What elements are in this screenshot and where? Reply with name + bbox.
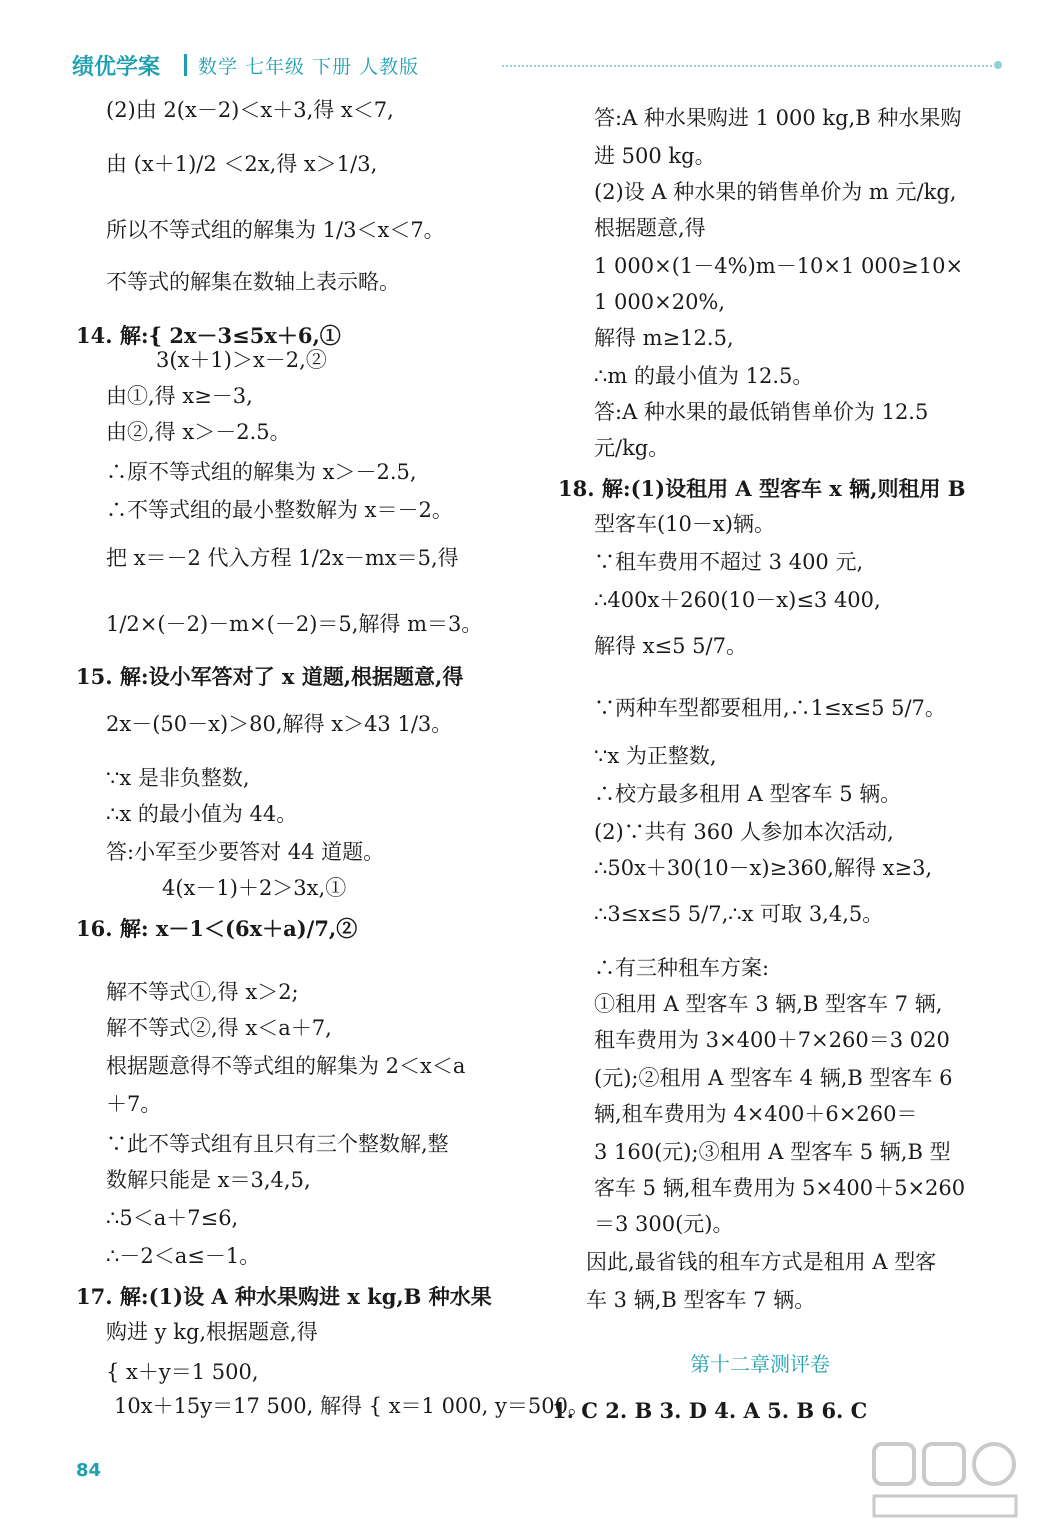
text-line: 2x－(50－x)＞80,解得 x＞43 1/3。 — [106, 712, 453, 736]
text-line: 根据题意得不等式组的解集为 2＜x＜a — [106, 1054, 466, 1078]
text-line: ∵x 为正整数, — [594, 744, 717, 768]
text-line: ＋7。 — [106, 1092, 162, 1116]
text-line: (2)∵共有 360 人参加本次活动, — [594, 820, 894, 844]
chapter-title: 第十二章测评卷 — [690, 1352, 830, 1376]
text-line: { x＋y＝1 500, — [106, 1360, 259, 1384]
answer-key: 1. C 2. B 3. D 4. A 5. B 6. C — [552, 1398, 868, 1423]
text-line: 解得 x≤5 5/7。 — [594, 634, 747, 658]
text-line: 答:小军至少要答对 44 道题。 — [106, 840, 385, 864]
page-header — [72, 50, 1002, 82]
text-line: ∴有三种租车方案: — [594, 956, 770, 980]
text-line: 所以不等式组的解集为 1/3＜x＜7。 — [106, 218, 445, 242]
subject-label: 数学 七年级 下册 人教版 — [198, 56, 420, 78]
text-line: ∵两种车型都要租用,∴1≤x≤5 5/7。 — [594, 696, 946, 720]
text-line: ∴原不等式组的解集为 x＞－2.5, — [106, 460, 417, 484]
text-line: ∴不等式组的最小整数解为 x＝－2。 — [106, 498, 453, 522]
text-line: 型客车(10－x)辆。 — [594, 512, 775, 536]
text-line: ∴3≤x≤5 5/7,∴x 可取 3,4,5。 — [594, 902, 884, 926]
header-dot-end — [994, 61, 1002, 69]
text-line: 客车 5 辆,租车费用为 5×400＋5×260 — [594, 1176, 966, 1200]
text-line: 10x＋15y＝17 500, 解得 { x＝1 000, y＝500。 — [114, 1394, 589, 1418]
problem-14: 14. 解:{ 2x－3≤5x＋6,① — [76, 323, 341, 348]
problem-17: 17. 解:(1)设 A 种水果购进 x kg,B 种水果 — [76, 1284, 492, 1309]
text-line: 元/kg。 — [594, 436, 670, 460]
text-line: 答:A 种水果的最低销售单价为 12.5 — [594, 400, 929, 424]
text-line: ∴m 的最小值为 12.5。 — [594, 364, 814, 388]
text-line: ∵租车费用不超过 3 400 元, — [594, 550, 864, 574]
text-line: 1 000×(1－4%)m－10×1 000≥10× — [594, 254, 964, 278]
text-line: 1 000×20%, — [594, 290, 726, 314]
text-line: ∵此不等式组有且只有三个整数解,整 — [106, 1132, 449, 1156]
problem-16: 16. 解: x－1＜(6x＋a)/7,② — [76, 916, 358, 941]
page-number: 84 — [76, 1460, 102, 1481]
text-line: ∴x 的最小值为 44。 — [106, 802, 298, 826]
text-line: 4(x－1)＋2＞3x,① — [162, 876, 347, 900]
text-line: 辆,租车费用为 4×400＋6×260＝ — [594, 1102, 918, 1126]
text-line: 1/2×(－2)－m×(－2)＝5,解得 m＝3。 — [106, 612, 483, 636]
text-line: ∴－2＜a≤－1。 — [106, 1244, 261, 1268]
text-line: 因此,最省钱的租车方式是租用 A 型客 — [586, 1250, 937, 1274]
text-line: (2)设 A 种水果的销售单价为 m 元/kg, — [594, 180, 957, 204]
text-line: (2)由 2(x－2)＜x＋3,得 x＜7, — [106, 98, 394, 122]
problem-15: 15. 解:设小军答对了 x 道题,根据题意,得 — [76, 664, 464, 689]
watermark-logo — [870, 1440, 1020, 1520]
text-line: ＝3 300(元)。 — [594, 1212, 734, 1236]
text-line: ①租用 A 型客车 3 辆,B 型客车 7 辆, — [594, 992, 943, 1016]
text-line: ∴校方最多租用 A 型客车 5 辆。 — [594, 782, 902, 806]
text-line: 购进 y kg,根据题意,得 — [106, 1320, 318, 1344]
text-line: 解不等式②,得 x＜a＋7, — [106, 1016, 332, 1040]
text-line: 不等式的解集在数轴上表示略。 — [106, 270, 400, 294]
text-line: 由 (x＋1)/2 ＜2x,得 x＞1/3, — [106, 152, 378, 176]
text-line: 解得 m≥12.5, — [594, 326, 734, 350]
text-line: 数解只能是 x＝3,4,5, — [106, 1168, 311, 1192]
text-line: 车 3 辆,B 型客车 7 辆。 — [586, 1288, 816, 1312]
brand-title: 绩优学案 — [72, 55, 161, 80]
brand-divider — [184, 54, 187, 76]
text-line: 把 x＝－2 代入方程 1/2x－mx＝5,得 — [106, 546, 459, 570]
text-line: 租车费用为 3×400＋7×260＝3 020 — [594, 1028, 950, 1052]
text-line: 3 160(元);③租用 A 型客车 5 辆,B 型 — [594, 1140, 951, 1164]
text-line: 由②,得 x＞－2.5。 — [106, 420, 291, 444]
text-line: (元);②租用 A 型客车 4 辆,B 型客车 6 — [594, 1066, 953, 1090]
text-line: ∴50x＋30(10－x)≥360,解得 x≥3, — [594, 856, 933, 880]
text-line: 根据题意,得 — [594, 216, 706, 240]
text-line: ∴400x＋260(10－x)≤3 400, — [594, 588, 881, 612]
text-line: ∴5＜a＋7≤6, — [106, 1206, 239, 1230]
text-line: 解不等式①,得 x＞2; — [106, 980, 299, 1004]
text-line: 由①,得 x≥－3, — [106, 384, 253, 408]
text-line: 进 500 kg。 — [594, 144, 716, 168]
header-dotted-rule — [502, 65, 992, 67]
problem-18: 18. 解:(1)设租用 A 型客车 x 辆,则租用 B — [558, 476, 966, 501]
text-line: 答:A 种水果购进 1 000 kg,B 种水果购 — [594, 106, 962, 130]
text-line: ∵x 是非负整数, — [106, 766, 250, 790]
text-line: 3(x＋1)＞x－2,② — [156, 348, 327, 372]
